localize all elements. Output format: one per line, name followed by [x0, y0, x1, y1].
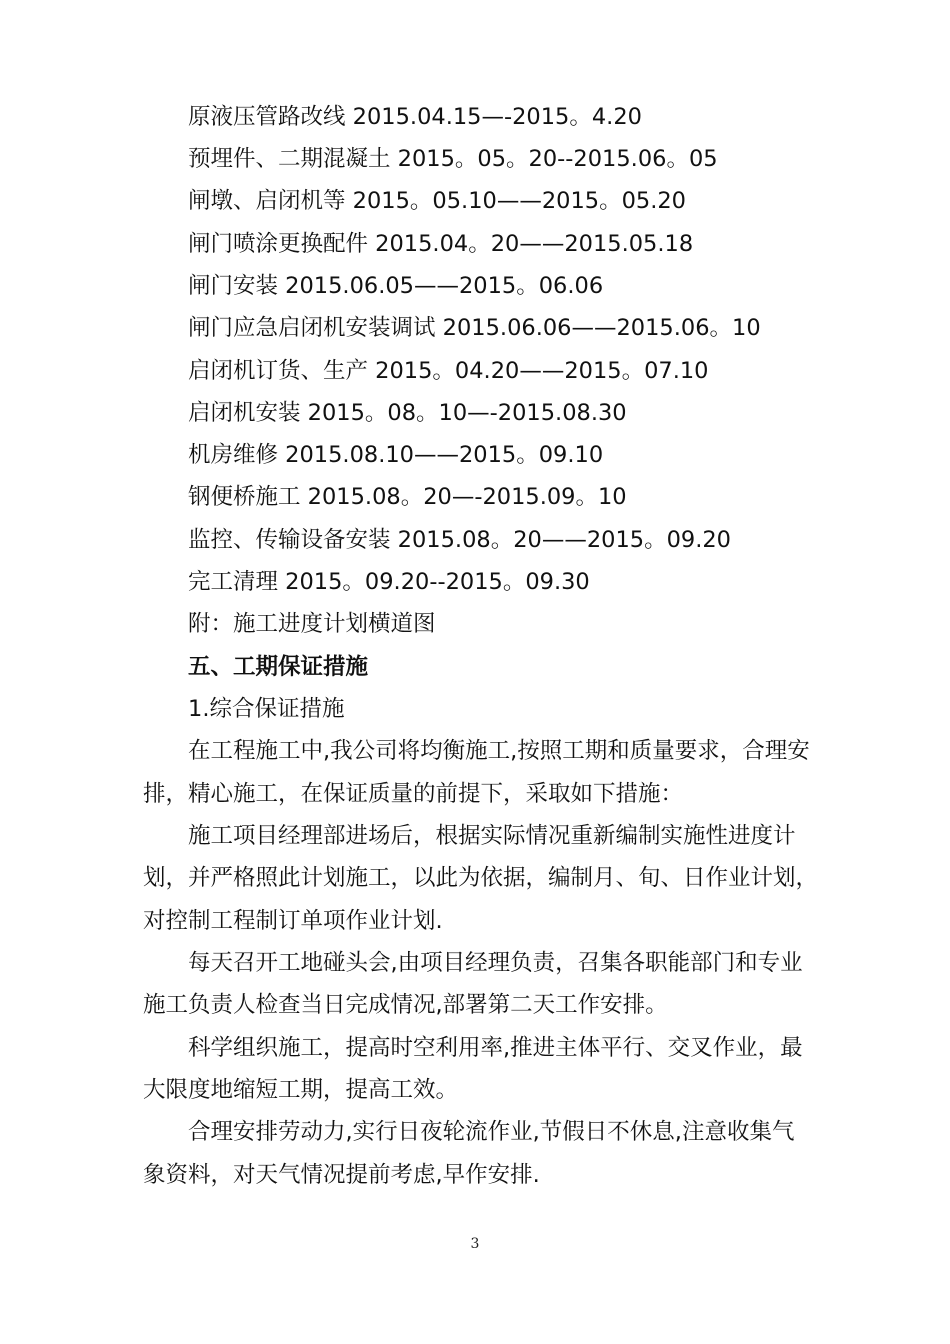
paragraph-line: 施工负责人检查当日完成情况,部署第二天工作安排。	[143, 992, 668, 1018]
schedule-item: 原液压管路改线 2015.04.15—-2015。4.20	[188, 104, 642, 130]
schedule-item: 预埋件、二期混凝土 2015。05。20--2015.06。05	[188, 146, 718, 172]
schedule-item: 启闭机订货、生产 2015。04.20——2015。07.10	[188, 358, 709, 384]
schedule-item: 启闭机安装 2015。08。10—-2015.08.30	[188, 400, 627, 426]
paragraph-line: 在工程施工中,我公司将均衡施工,按照工期和质量要求，合理安	[188, 738, 810, 764]
paragraph-line: 合理安排劳动力,实行日夜轮流作业,节假日不休息,注意收集气	[188, 1119, 795, 1145]
paragraph-line: 每天召开工地碰头会,由项目经理负责，召集各职能部门和专业	[188, 950, 803, 976]
attachment-note: 附：施工进度计划横道图	[188, 611, 436, 637]
schedule-item: 钢便桥施工 2015.08。20—-2015.09。10	[188, 484, 627, 510]
schedule-item: 闸门安装 2015.06.05——2015。06.06	[188, 273, 604, 299]
paragraph-line: 大限度地缩短工期，提高工效。	[143, 1077, 459, 1103]
subsection-heading: 1.综合保证措施	[188, 696, 345, 722]
paragraph-line: 象资料，对天气情况提前考虑,早作安排.	[143, 1162, 540, 1188]
paragraph-line: 科学组织施工，提高时空利用率,推进主体平行、交叉作业，最	[188, 1035, 803, 1061]
paragraph-line: 施工项目经理部进场后，根据实际情况重新编制实施性进度计	[188, 823, 796, 849]
schedule-item: 监控、传输设备安装 2015.08。20——2015。09.20	[188, 527, 731, 553]
schedule-item: 完工清理 2015。09.20--2015。09.30	[188, 569, 590, 595]
page-number: 3	[470, 1236, 480, 1252]
paragraph-line: 划，并严格照此计划施工，以此为依据，编制月、旬、日作业计划，	[143, 865, 819, 891]
paragraph-line: 排，精心施工，在保证质量的前提下，采取如下措施：	[143, 781, 684, 807]
schedule-item: 闸门喷涂更换配件 2015.04。20——2015.05.18	[188, 231, 694, 257]
schedule-item: 闸门应急启闭机安装调试 2015.06.06——2015.06。10	[188, 315, 761, 341]
schedule-item: 闸墩、启闭机等 2015。05.10——2015。05.20	[188, 188, 686, 214]
paragraph-line: 对控制工程制订单项作业计划.	[143, 908, 443, 934]
schedule-item: 机房维修 2015.08.10——2015。09.10	[188, 442, 604, 468]
section-heading: 五、工期保证措施	[188, 654, 369, 680]
